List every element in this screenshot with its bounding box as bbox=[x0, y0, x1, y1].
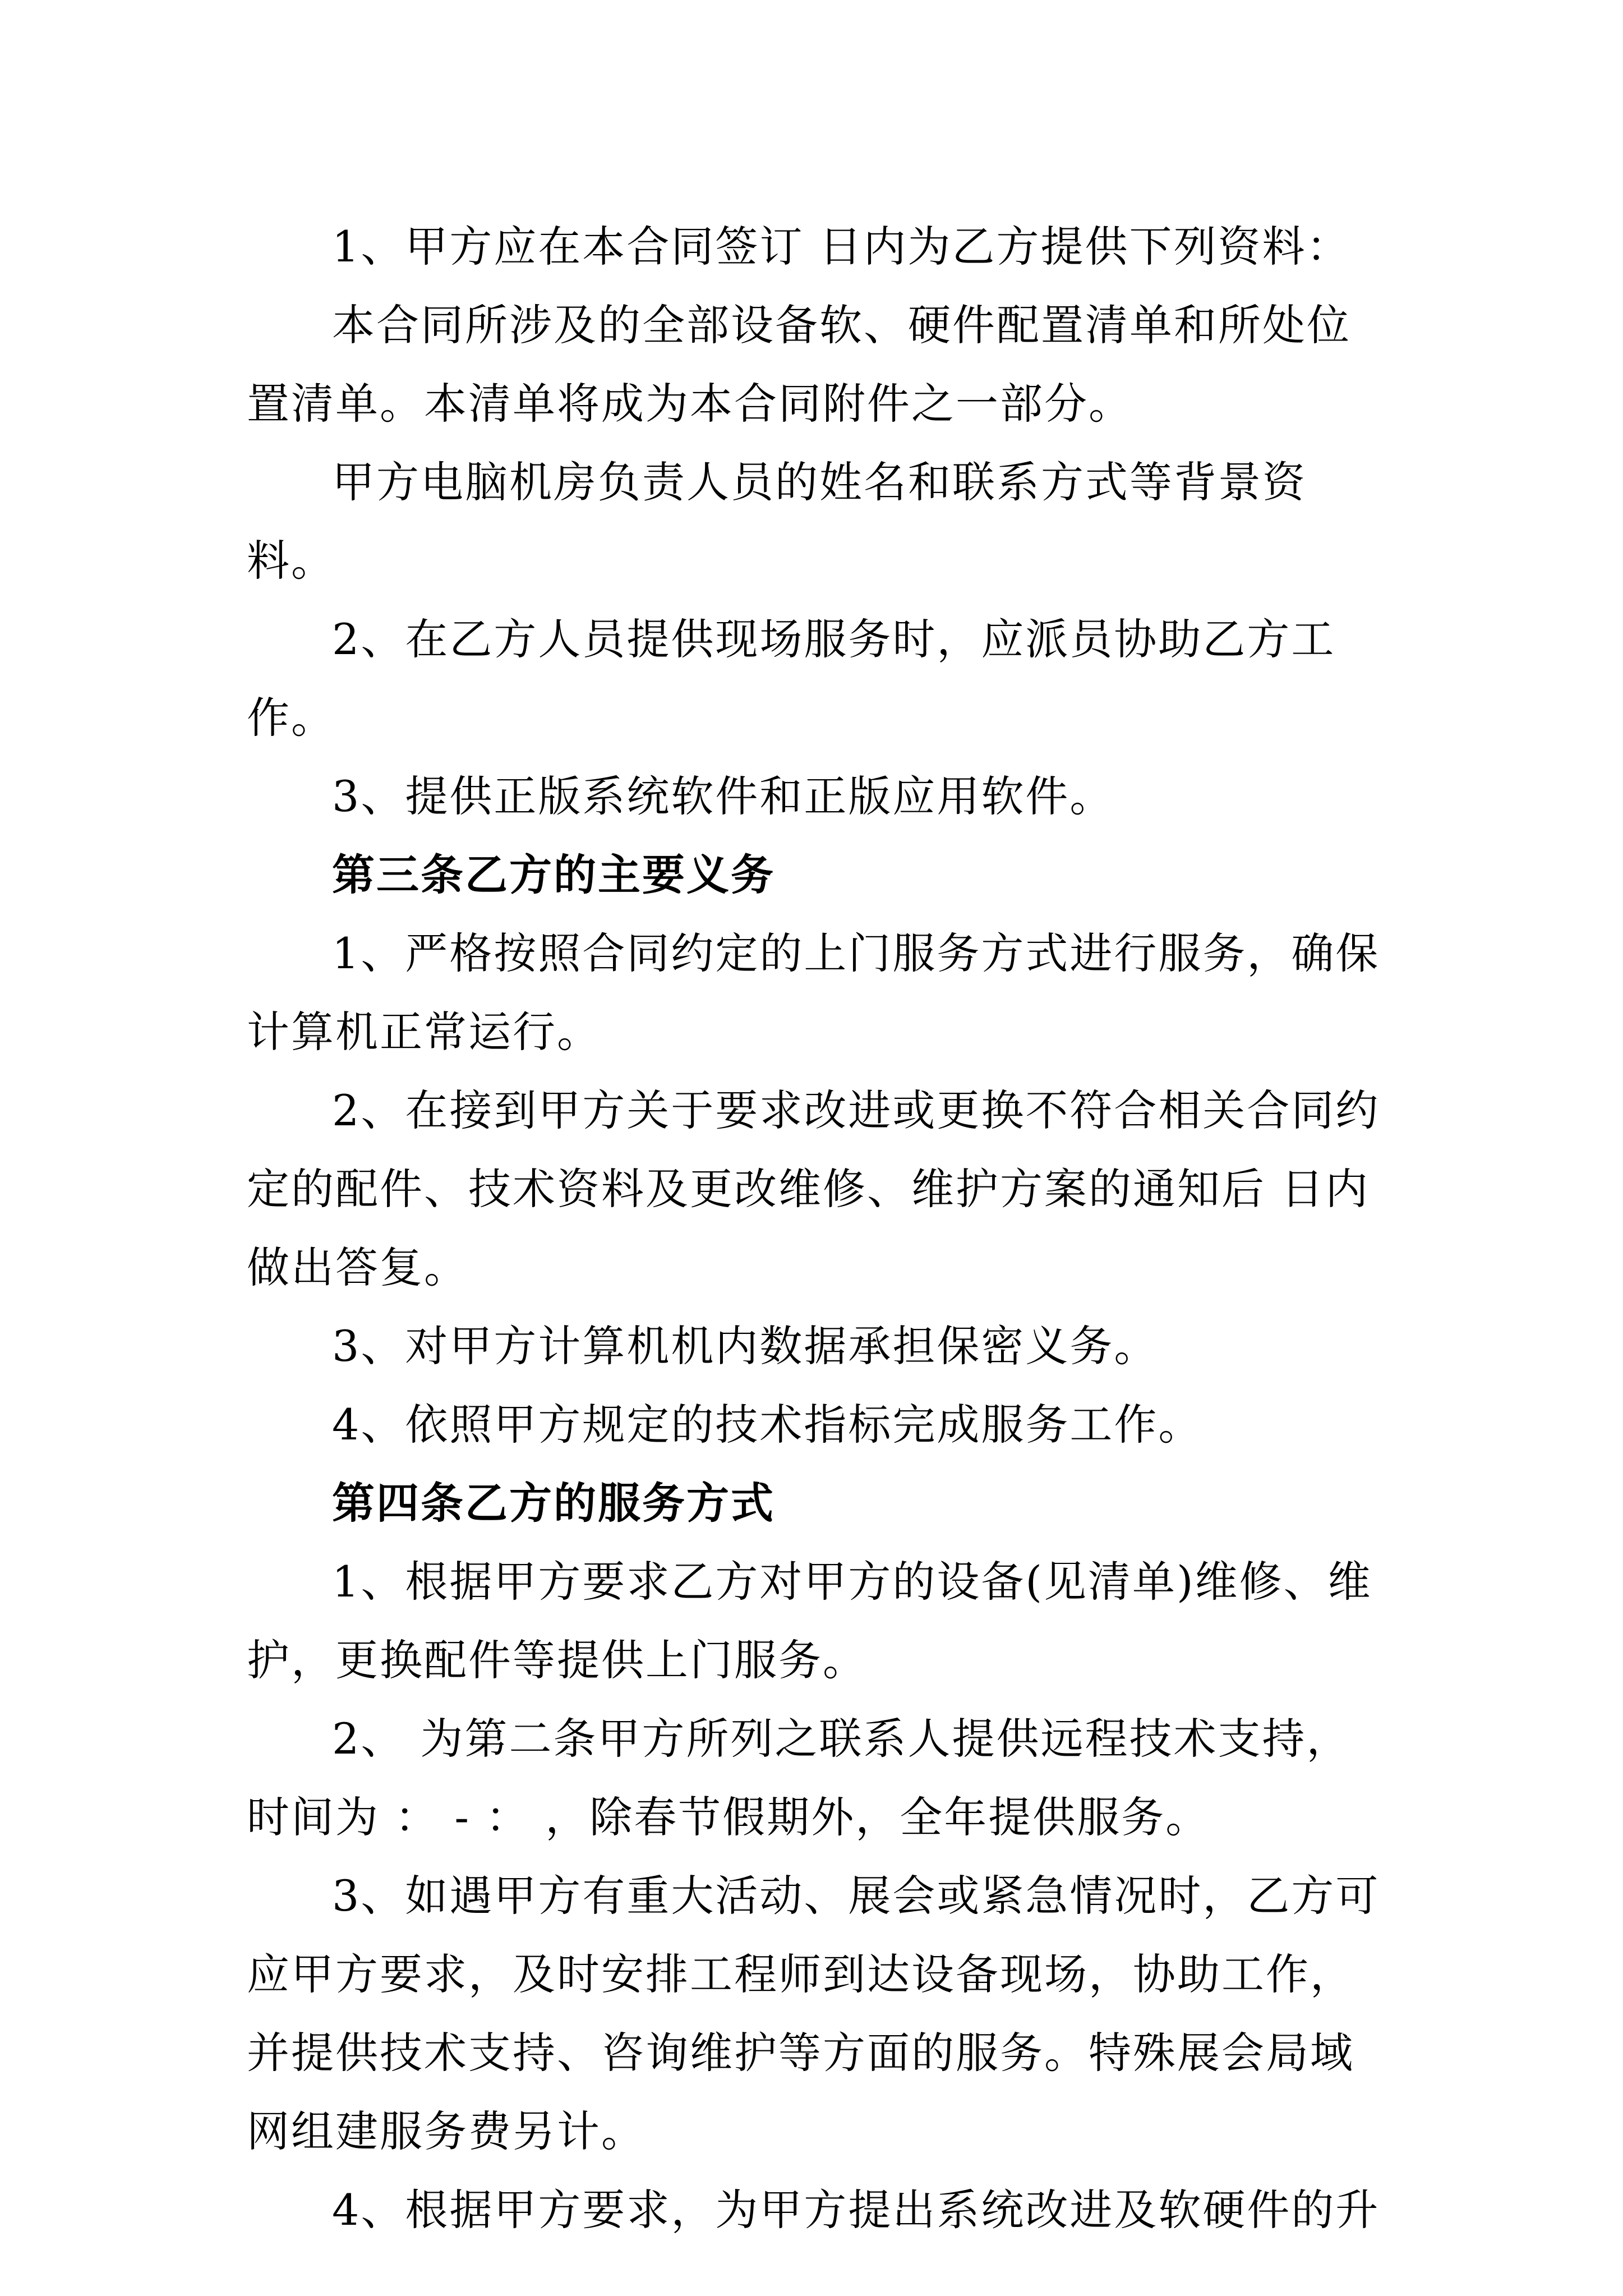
paragraph-11: 2、 为第二条甲方所列之联系人提供远程技术支持，时间为 ： - ： ，除春节假期外，全年提供服务。 bbox=[247, 1714, 1351, 1842]
paragraph-13: 4、根据甲方要求，为甲方提出系统改进及软硬件的升 bbox=[332, 2185, 1380, 2235]
paragraph-1: 1、甲方应在本合同签订 日内为乙方提供下列资料： bbox=[332, 222, 1351, 272]
paragraph-2: 本合同所涉及的全部设备软、硬件配置清单和所处位置清单。本清单将成为本合同附件之一部分。 bbox=[247, 300, 1351, 429]
paragraph-6: 1、严格按照合同约定的上门服务方式进行服务，确保计算机正常运行。 bbox=[247, 928, 1380, 1057]
document-body bbox=[247, 208, 1391, 2249]
paragraph-4: 2、在乙方人员提供现场服务时，应派员协助乙方工作。 bbox=[247, 614, 1336, 743]
section-heading-4: 第四条乙方的服务方式 bbox=[332, 1478, 775, 1528]
paragraph-12: 3、如遇甲方有重大活动、展会或紧急情况时，乙方可应甲方要求，及时安排工程师到达设备现场，协助工作，并提供技术支持、咨询维护等方面的服务。特殊展会局域网组建服务费另计。 bbox=[247, 1871, 1380, 2156]
section-heading-3: 第三条乙方的主要义务 bbox=[332, 850, 775, 900]
paragraph-5: 3、提供正版系统软件和正版应用软件。 bbox=[332, 771, 1114, 821]
paragraph-9: 4、依照甲方规定的技术指标完成服务工作。 bbox=[332, 1400, 1203, 1450]
paragraph-10: 1、根据甲方要求乙方对甲方的设备(见清单)维修、维护，更换配件等提供上门服务。 bbox=[247, 1557, 1372, 1685]
paragraph-3: 甲方电脑机房负责人员的姓名和联系方式等背景资料。 bbox=[247, 457, 1307, 586]
paragraph-7: 2、在接到甲方关于要求改进或更换不符合相关合同约定的配件、技术资料及更改维修、维护方案的通知后 日内做出答复。 bbox=[247, 1085, 1380, 1292]
paragraph-8: 3、对甲方计算机机内数据承担保密义务。 bbox=[332, 1321, 1159, 1371]
